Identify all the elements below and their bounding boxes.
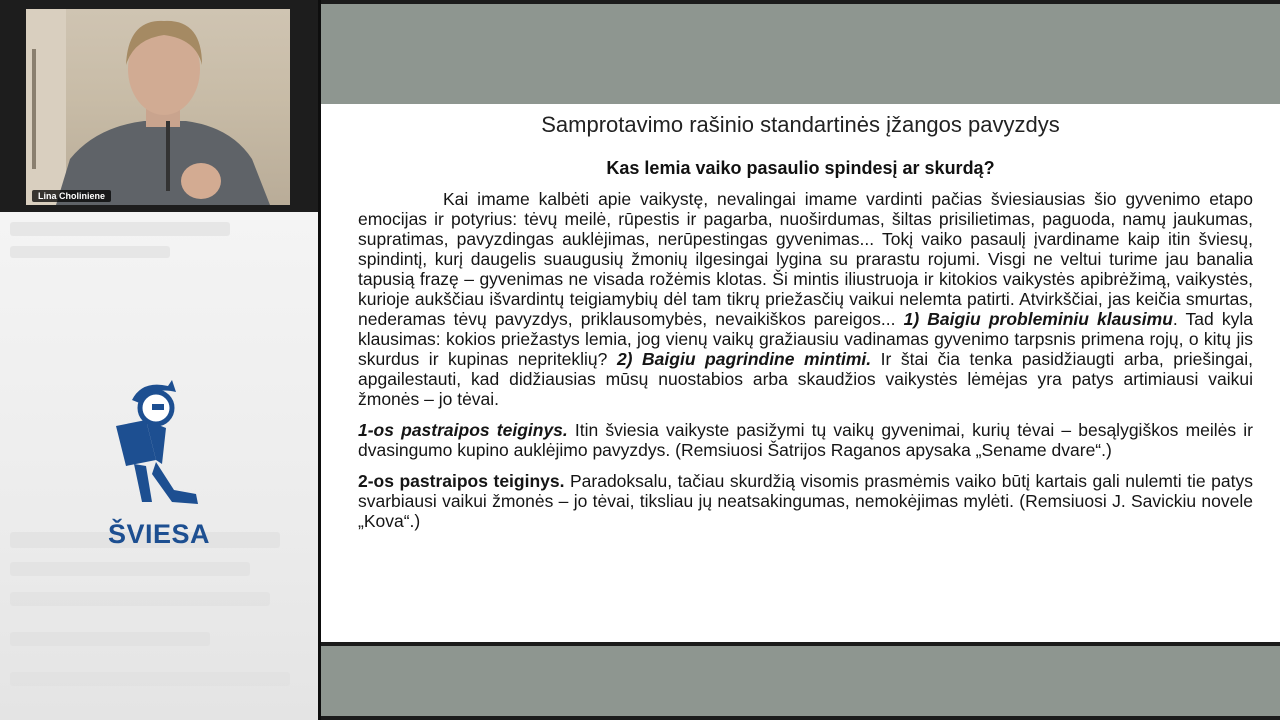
presentation-area (321, 0, 1280, 720)
thesis-2-text: Paradoksalu, tačiau skurdžią visomis prasmėmis vaiko būtį kartais gali nulemti tie patys svarbiausi vaikui žmonės – jo tėvai, tiksliau jų neatsakingumas, nemokėjimas mylėti. (Remsiuosi J. Savickiu novele „Kova“.) (358, 471, 1253, 531)
sviesa-wordmark: ŠVIESA (108, 519, 211, 549)
slide-bottom-band (321, 646, 1280, 716)
intro-text-2: . Tad kyla klausimas: kokios priežastys lemia, jog vienų vaikų gražiausiu vadinamas gyvenimo tarpsnis primena rojų, o kitų jis skurdus ir kupinas nepriteklių? (358, 309, 1253, 369)
intro-text-3: Ir štai čia tenka pasidžiaugti arba, priešingai, apgailestauti, kad didžiausias mūsų nuostabios arba skaudžios vaikystės lėmėjas yra patys artimiausi vaikui žmonės – jo tėvai. (358, 349, 1254, 409)
thesis-1-paragraph (358, 420, 1253, 460)
thesis-2-label: 2-os pastraipos teiginys. (358, 471, 565, 491)
intro-marker-2: 2) Baigiu pagrindine mintimi. (616, 349, 872, 369)
intro-marker-1: 1) Baigiu probleminiu klausimu (903, 309, 1173, 329)
participant-name-tag: Lina Choliniene (32, 190, 111, 202)
slide-body (358, 189, 1253, 531)
thesis-1-label: 1-os pastraipos teiginys. (358, 420, 568, 440)
slide-top-band (321, 4, 1280, 104)
sviesa-logo-icon (112, 378, 204, 508)
slide-question: Kas lemia vaiko pasaulio spindesį ar skurdą? (606, 158, 995, 178)
person-silhouette-icon (26, 9, 290, 205)
thesis-1-text: Itin šviesia vaikyste pasižymi tų vaikų gyvenimai, kurių tėvai – besąlygiškos meilės ir dvasingumo kupino auklėjimo pavyzdys. (Remsiuosi Šatrijos Raganos apysaka „Sename dvare“.) (358, 420, 1254, 460)
participant-video-tile[interactable] (0, 0, 318, 212)
participant-video (26, 9, 290, 205)
slide (321, 104, 1280, 642)
slide-title: Samprotavimo rašinio standartinės įžangos pavyzdys (541, 112, 1060, 137)
thesis-2-paragraph (358, 471, 1253, 531)
intro-text-1: Kai imame kalbėti apie vaikystę, nevalingai imame vardinti pačias šviesiausias šio gyvenimo etapo emocijas ir potyrius: tėvų meilė, rūpestis ir pagarba, nuoširdumas, šiltas prisilietimas, paguoda, namų jaukumas, supratimas, pavyzdingas auklėjimas, nerūpestingas gyvenimas... Tokį vaiko pasaulį įvardiname kaip itin šviesų, spindintį, kurį daugelis suaugusių žmonių ilgesingai lygina su prarastu rojumi. Visgi ne veltui turime jau banalia tapusią frazę – gyvenimas ne visada rožėmis klotas. Ši mintis iliustruoja ir kitokios vaikystės apibrėžimą, vaikystės, kurioje aukščiau išvardintų teigiamybių dėl tam tikrų priežasčių vaikui nelemta patirti. Atvirkščiai, jas keičia smurtas, nederamas tėvų pavyzdys, priklausomybės, nevaikiškos pareigos... (358, 189, 1253, 329)
left-panel (0, 0, 318, 720)
intro-paragraph (358, 189, 1253, 409)
brand-panel (0, 212, 318, 720)
